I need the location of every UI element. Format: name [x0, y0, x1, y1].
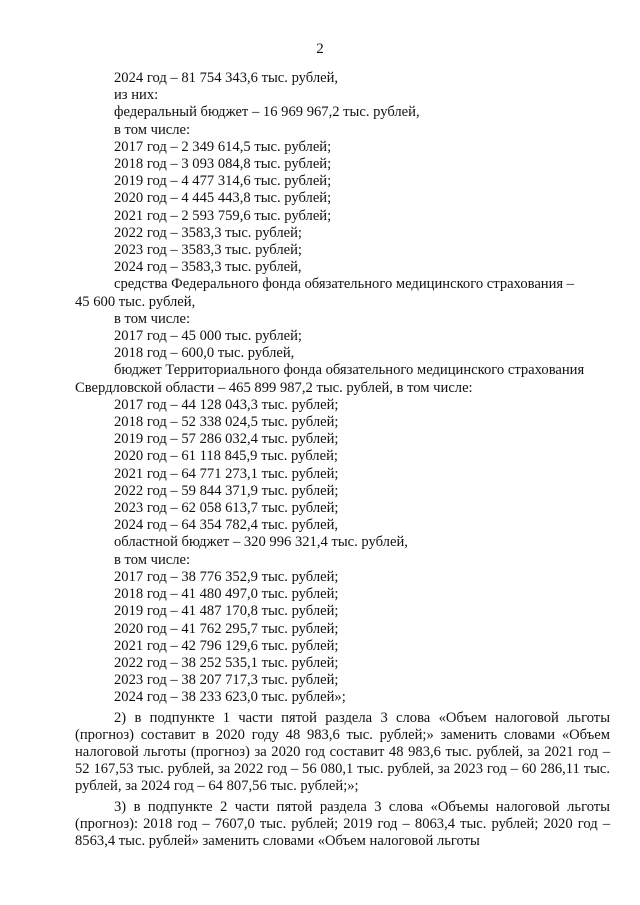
text-line: 2020 год – 61 118 845,9 тыс. рублей; [114, 448, 338, 465]
text-line: 2019 год – 57 286 032,4 тыс. рублей; [114, 431, 339, 448]
text-line: 2018 год – 41 480 497,0 тыс. рублей; [114, 586, 339, 603]
text-line: 2017 год – 38 776 352,9 тыс. рублей; [114, 568, 339, 585]
text-line: 2017 год – 45 000 тыс. рублей; [114, 328, 302, 345]
text-line: в том числе: [114, 551, 191, 568]
text-line: 2022 год – 3583,3 тыс. рублей; [114, 224, 302, 241]
paragraph-item-3: 3) в подпункте 2 части пятой раздела 3 слова «Объемы налоговой льготы (прогноз): 2018 год – 7607,0 тыс. рублей; 2019 год – 8063,4 тыс. рублей; 2020 год – 8563,4 тыс. рублей» заменить словами «Объем налоговой льготы [75, 798, 610, 849]
text-line: 2017 год – 2 349 614,5 тыс. рублей; [114, 138, 332, 155]
text-line: 2017 год – 44 128 043,3 тыс. рублей; [114, 396, 339, 413]
text-line: 2019 год – 41 487 170,8 тыс. рублей; [114, 603, 339, 620]
text-line: средства Федерального фонда обязательного медицинского страхования – [114, 276, 575, 293]
text-line: в том числе: [114, 310, 191, 327]
document-body [75, 70, 610, 850]
text-line: из них: [114, 87, 159, 104]
text-line: 2020 год – 4 445 443,8 тыс. рублей; [114, 190, 332, 207]
text-line: 2018 год – 3 093 084,8 тыс. рублей; [114, 156, 332, 173]
text-line: в том числе: [114, 121, 191, 138]
paragraph-item-2: 2) в подпункте 1 части пятой раздела 3 слова «Объем налоговой льготы (прогноз) составит в 2020 году 48 983,6 тыс. рублей;» заменить словами «Объем налоговой льготы (прогноз) за 2020 год составит 48 983,6 тыс. рублей, за 2021 год – 52 167,53 тыс. рублей, за 2022 год – 56 080,1 тыс. рублей, за 2023 год – 60 286,11 тыс. рублей, за 2024 год – 64 807,56 тыс. рублей;»; [75, 709, 610, 795]
text-line: Свердловской области – 465 899 987,2 тыс. рублей, в том числе: [75, 379, 473, 396]
text-line: 2023 год – 3583,3 тыс. рублей; [114, 242, 302, 259]
text-line: 2023 год – 62 058 613,7 тыс. рублей; [114, 500, 339, 517]
text-line: 2022 год – 59 844 371,9 тыс. рублей; [114, 482, 339, 499]
text-line: 2018 год – 600,0 тыс. рублей, [114, 345, 295, 362]
text-line: 45 600 тыс. рублей, [75, 293, 196, 310]
page-number: 2 [316, 41, 324, 57]
text-line: областной бюджет – 320 996 321,4 тыс. рублей, [114, 534, 408, 551]
text-line: 2024 год – 38 233 623,0 тыс. рублей»; [114, 689, 346, 706]
text-line: 2021 год – 2 593 759,6 тыс. рублей; [114, 207, 332, 224]
text-line: 2021 год – 42 796 129,6 тыс. рублей; [114, 637, 339, 654]
text-line: 2022 год – 38 252 535,1 тыс. рублей; [114, 654, 339, 671]
text-line: 2024 год – 64 354 782,4 тыс. рублей, [114, 517, 339, 534]
text-line: 2020 год – 41 762 295,7 тыс. рублей; [114, 620, 339, 637]
text-line: 2019 год – 4 477 314,6 тыс. рублей; [114, 173, 332, 190]
text-line: федеральный бюджет – 16 969 967,2 тыс. рублей, [114, 104, 420, 121]
text-line: 2024 год – 3583,3 тыс. рублей, [114, 259, 302, 276]
text-line: 2024 год – 81 754 343,6 тыс. рублей, [114, 70, 339, 86]
text-line: бюджет Территориального фонда обязательного медицинского страхования [114, 362, 585, 379]
text-line: 2023 год – 38 207 717,3 тыс. рублей; [114, 672, 339, 689]
text-line: 2018 год – 52 338 024,5 тыс. рублей; [114, 414, 339, 431]
text-line: 2021 год – 64 771 273,1 тыс. рублей; [114, 465, 339, 482]
